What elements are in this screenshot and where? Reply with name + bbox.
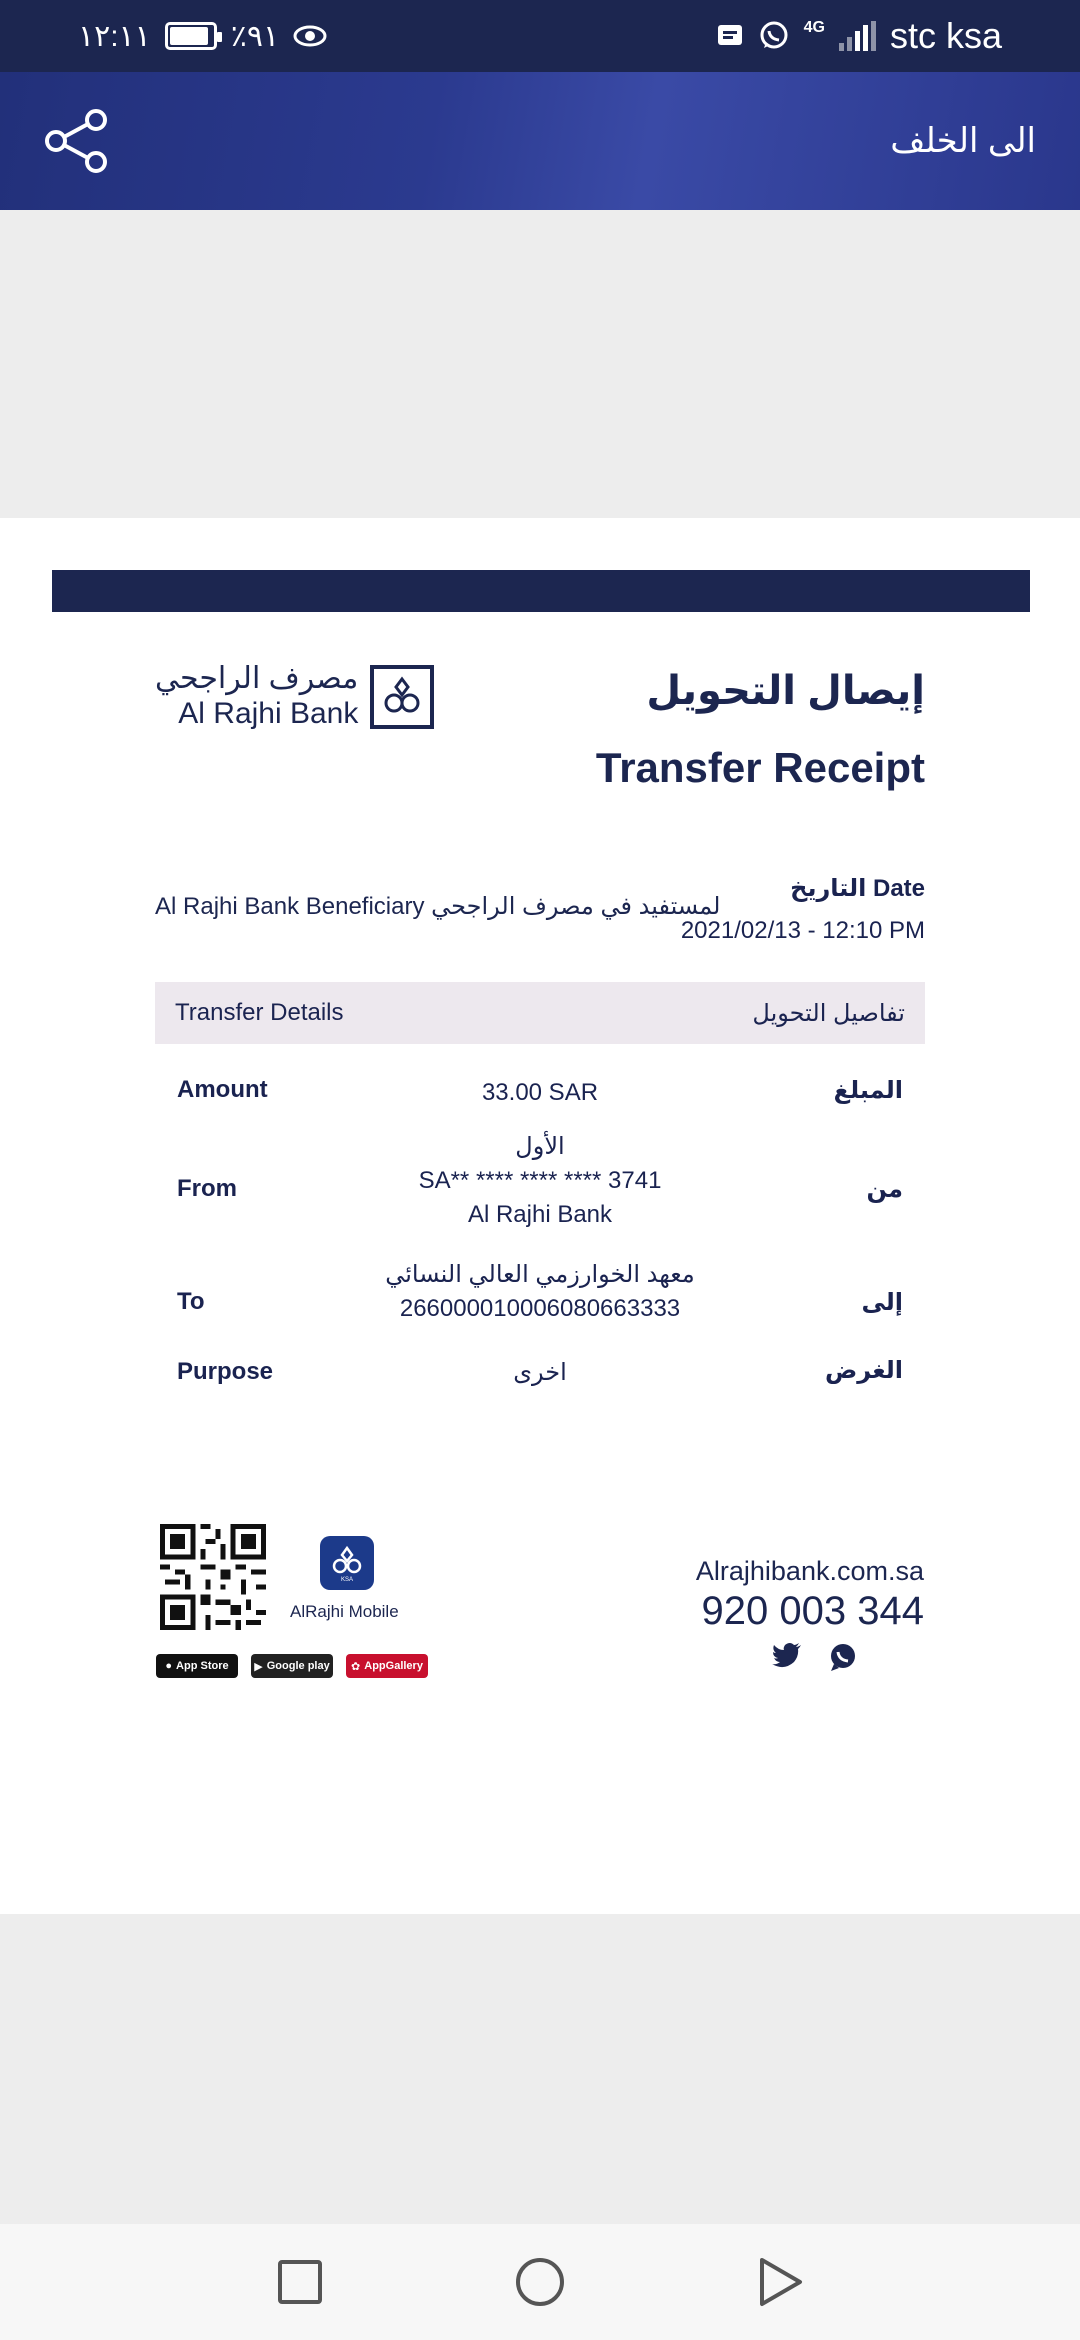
detail-row-purpose [155, 1352, 925, 1392]
app-gallery-badge[interactable] [346, 1654, 428, 1678]
purpose-value-text: اخرى [513, 1359, 567, 1386]
huawei-icon: ✿ [351, 1660, 361, 1673]
signal-icon [839, 21, 876, 51]
date-label: التاريخ Date [790, 875, 925, 902]
status-right [716, 15, 1002, 57]
amount-value [155, 1076, 925, 1110]
detail-row-from [155, 1130, 925, 1240]
battery-percent: ٪٩١ [230, 19, 280, 53]
share-button[interactable] [44, 108, 110, 174]
to-label-en: To [177, 1288, 205, 1315]
square-icon [277, 2259, 323, 2305]
network-type: 4G [803, 19, 825, 36]
amount-label-ar: المبلغ [833, 1077, 903, 1104]
to-label-ar: إلى [861, 1289, 903, 1316]
store-badges [156, 1654, 428, 1678]
beneficiary-type: Al Rajhi Bank Beneficiary لمستفيد في مصرف الراجحي [155, 893, 721, 920]
details-title-en: Transfer Details [175, 999, 344, 1026]
back-nav-button[interactable] [753, 2255, 807, 2309]
eye-icon [293, 23, 327, 49]
home-button[interactable] [513, 2255, 567, 2309]
from-bank: Al Rajhi Bank [467, 1201, 613, 1229]
to-value [155, 1258, 925, 1326]
purpose-label-en: Purpose [177, 1358, 274, 1385]
triangle-back-icon [756, 2256, 804, 2308]
twitter-icon[interactable] [772, 1642, 802, 1668]
purpose-label-ar: الغرض [825, 1357, 903, 1384]
app-store-badge[interactable] [156, 1654, 238, 1678]
bank-name-en: Al Rajhi Bank [178, 696, 359, 730]
apple-icon: ● [165, 1660, 173, 1672]
from-label-en: From [177, 1175, 237, 1202]
google-play-badge[interactable] [251, 1654, 333, 1678]
back-button[interactable]: الى الخلف [890, 122, 1036, 160]
clock: ١٢:١١ [78, 19, 151, 53]
play-icon: ▶ [254, 1660, 263, 1673]
from-label-ar: من [866, 1176, 903, 1203]
recents-button[interactable] [273, 2255, 327, 2309]
receipt-top-band [52, 570, 1030, 612]
transfer-details-header [155, 982, 925, 1044]
bank-emblem-icon [370, 665, 434, 729]
to-account-number: 266000010006080663333 [399, 1295, 681, 1323]
app-icon-text: KSA [340, 1577, 354, 1583]
detail-row-amount [155, 1070, 925, 1110]
google-play-label: Google play [266, 1660, 330, 1672]
message-icon [716, 23, 744, 49]
app-header [0, 72, 1080, 210]
transfer-receipt [0, 518, 1080, 1914]
app-store-label: App Store [176, 1660, 229, 1672]
status-left [78, 19, 327, 54]
to-beneficiary-name: معهد الخوارزمي العالي النسائي [385, 1261, 695, 1288]
from-value [155, 1130, 925, 1232]
battery-icon [165, 22, 217, 50]
circle-icon [514, 2256, 566, 2308]
qr-code-icon [160, 1524, 266, 1630]
bank-logo-text [155, 662, 358, 731]
phone-number[interactable]: 920 003 344 [701, 1589, 924, 1633]
status-bar [0, 0, 1080, 72]
date-block [681, 874, 925, 945]
amount-label-en: Amount [177, 1076, 268, 1103]
whatsapp-icon [758, 20, 790, 52]
contact-info [696, 1556, 924, 1634]
bank-logo [155, 662, 434, 731]
system-nav-bar [0, 2224, 1080, 2340]
amount-value-text: 33.00 SAR [481, 1079, 599, 1106]
app-gallery-label: AppGallery [364, 1660, 423, 1672]
receipt-title-ar: إيصال التحويل [646, 669, 925, 713]
from-account-name: الأول [515, 1133, 565, 1160]
detail-row-to [155, 1258, 925, 1338]
whatsapp-social-icon[interactable] [828, 1642, 858, 1672]
bank-name-ar: مصرف الراجحي [155, 662, 359, 695]
share-icon [44, 108, 110, 174]
receipt-title-en: Transfer Receipt [595, 744, 925, 791]
website-link[interactable]: Alrajhibank.com.sa [695, 1556, 924, 1586]
purpose-value [155, 1356, 925, 1390]
social-icons [772, 1642, 858, 1672]
app-label: AlRajhi Mobile [290, 1602, 399, 1621]
carrier-name: stc ksa [889, 15, 1002, 56]
details-title-ar: تفاصيل التحويل [752, 999, 905, 1027]
battery-level [170, 27, 208, 45]
from-account-number: SA** **** **** **** 3741 [418, 1167, 662, 1195]
date-value: 2021/02/13 - 12:10 PM [680, 917, 925, 944]
alrajhi-mobile-app-icon[interactable] [320, 1536, 374, 1590]
